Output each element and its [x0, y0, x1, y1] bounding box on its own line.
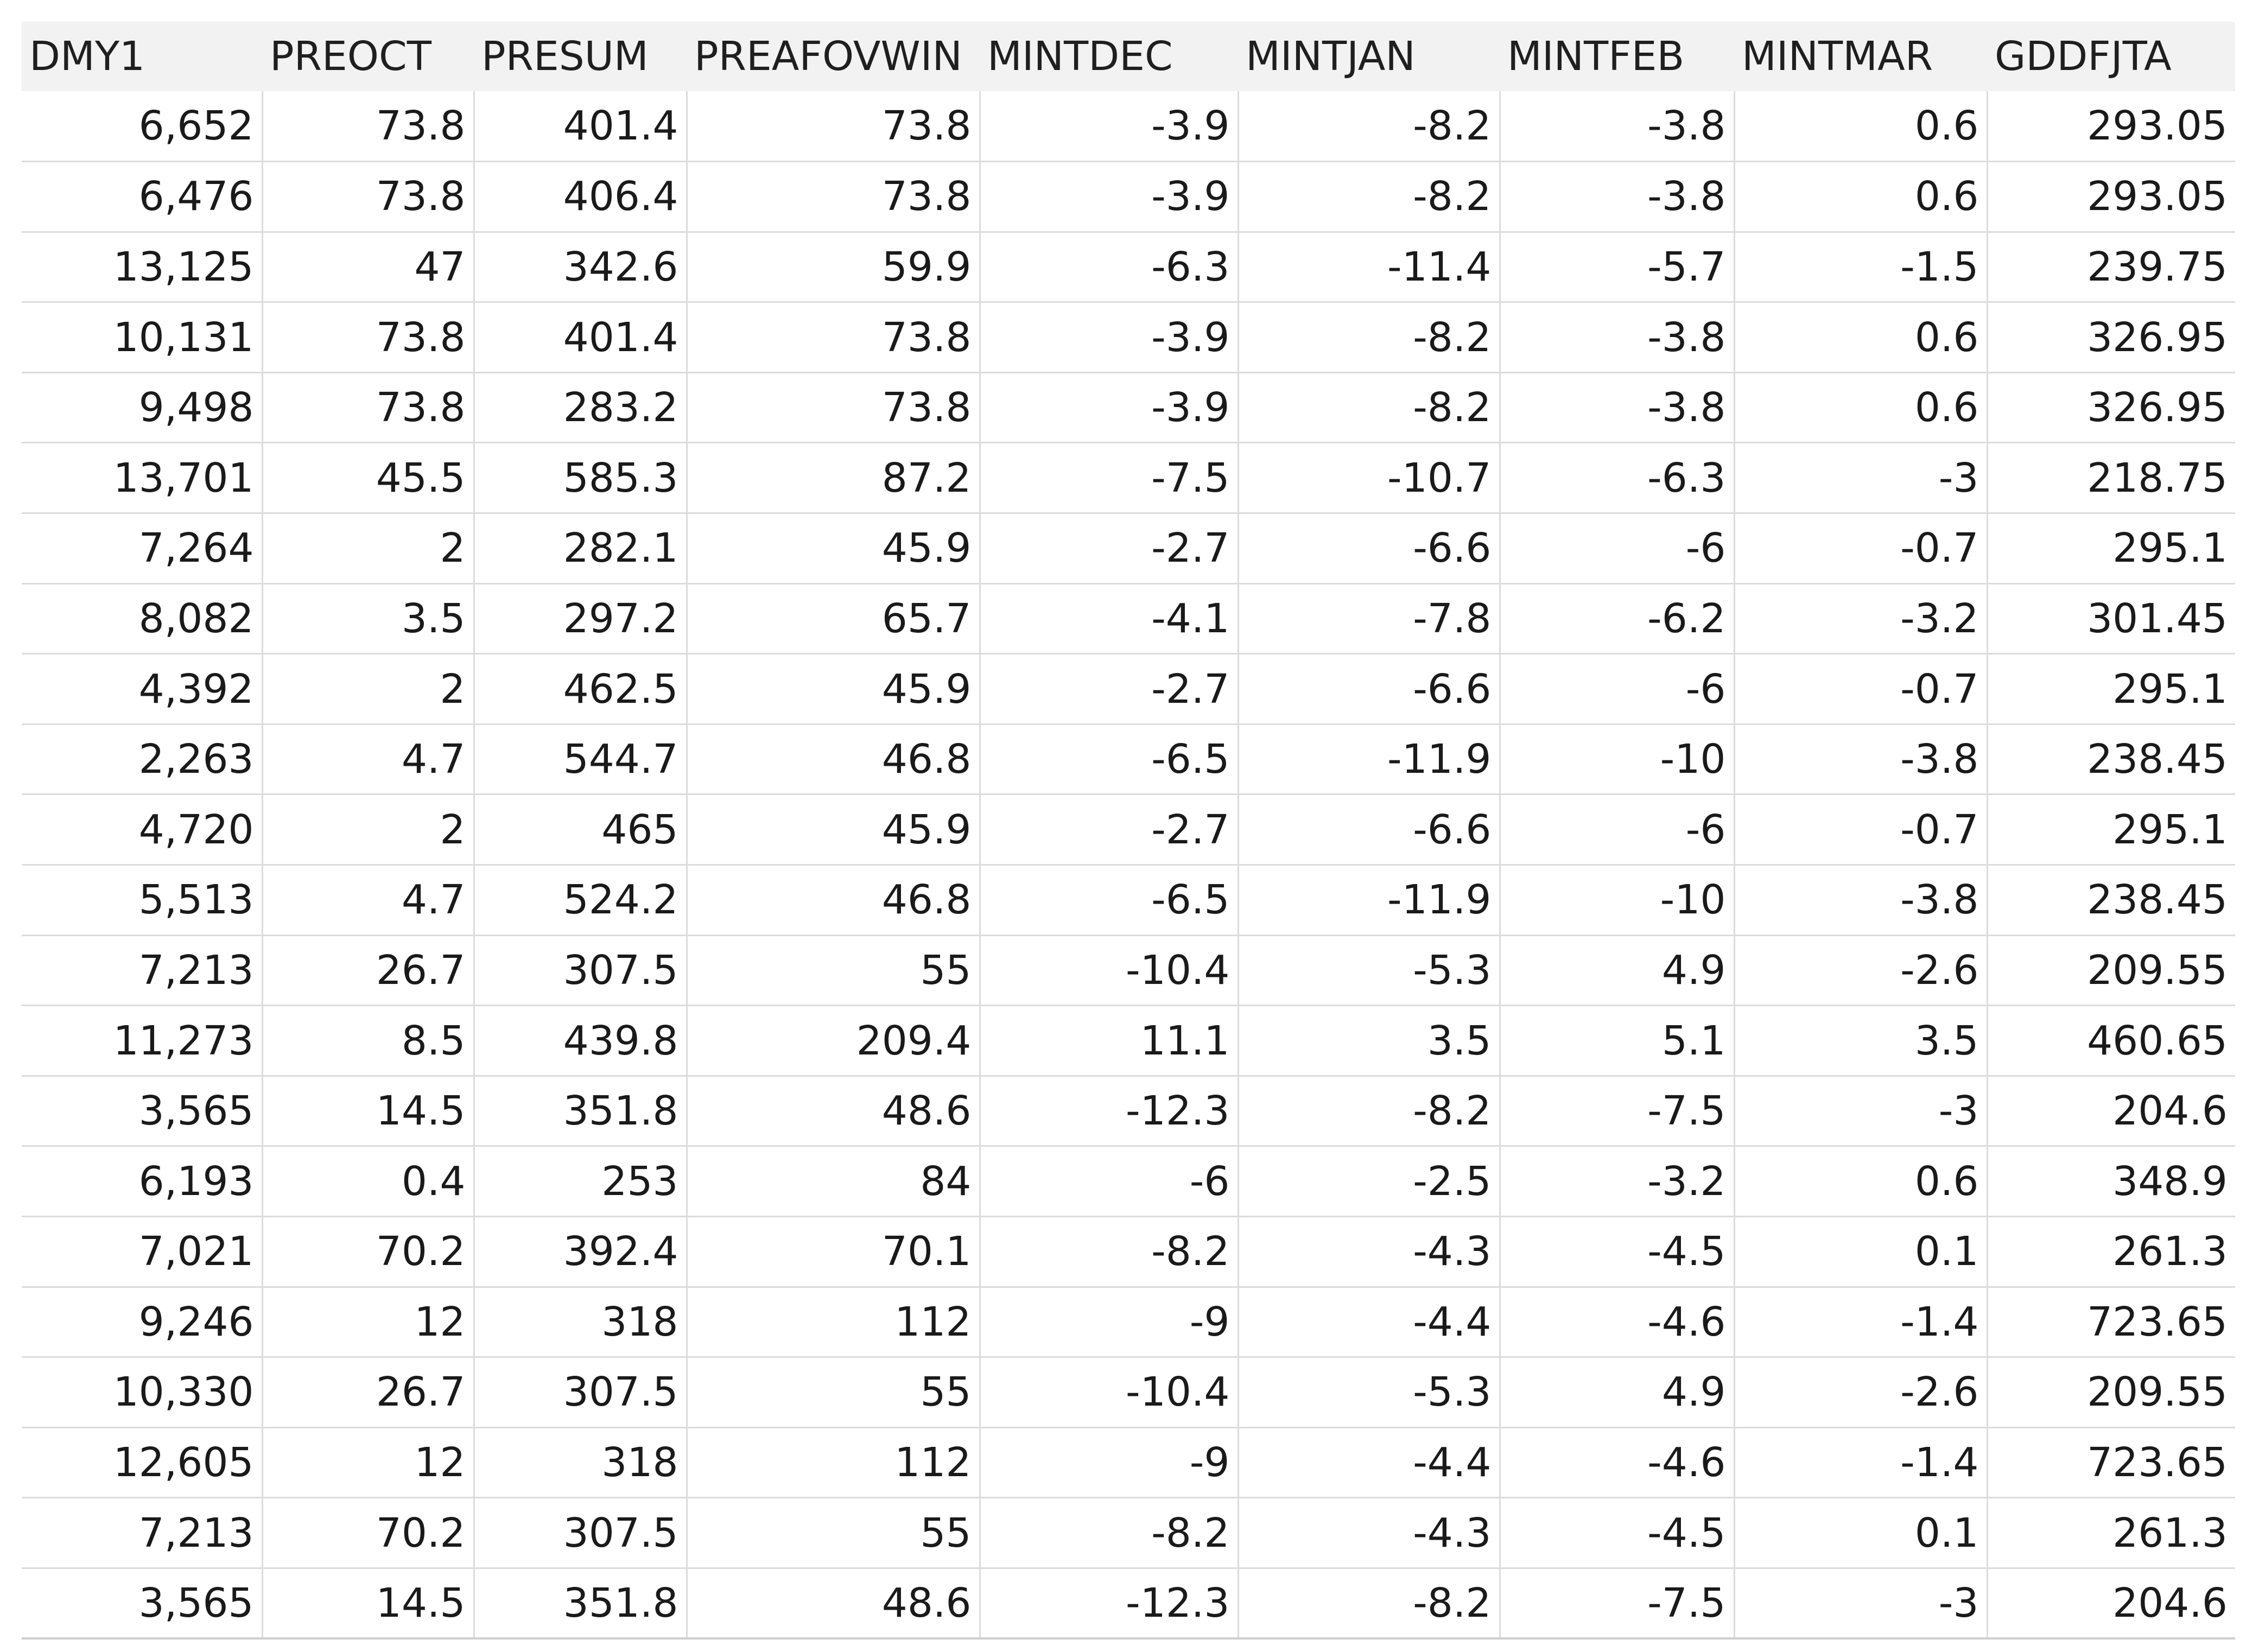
- cell-preafovwin[interactable]: 65.7: [687, 583, 980, 654]
- cell-dmy1[interactable]: 8,082: [22, 583, 262, 654]
- cell-mintmar[interactable]: -3: [1734, 443, 1987, 513]
- cell-presum[interactable]: 524.2: [474, 865, 687, 936]
- cell-mintdec[interactable]: -8.2: [980, 1498, 1238, 1568]
- cell-mintjan[interactable]: -10.7: [1238, 443, 1500, 513]
- cell-preoct[interactable]: 47: [262, 232, 474, 302]
- cell-mintfeb[interactable]: -6: [1500, 513, 1734, 584]
- cell-mintmar[interactable]: 0.1: [1734, 1217, 1987, 1287]
- table-body: [22, 91, 2235, 1638]
- table-row[interactable]: [22, 1217, 2235, 1287]
- cell-dmy1[interactable]: 13,125: [22, 232, 262, 302]
- table-row[interactable]: [22, 1498, 2235, 1568]
- cell-gddfjta[interactable]: 238.45: [1987, 724, 2235, 795]
- cell-mintmar[interactable]: -1.4: [1734, 1427, 1987, 1498]
- cell-gddfjta[interactable]: 295.1: [1987, 795, 2235, 865]
- cell-presum[interactable]: 297.2: [474, 583, 687, 654]
- cell-preafovwin[interactable]: 112: [687, 1287, 980, 1357]
- cell-mintjan[interactable]: -8.2: [1238, 1076, 1500, 1146]
- cell-presum[interactable]: 351.8: [474, 1076, 687, 1146]
- cell-gddfjta[interactable]: 326.95: [1987, 372, 2235, 443]
- cell-preafovwin[interactable]: 73.8: [687, 162, 980, 232]
- cell-mintdec[interactable]: -3.9: [980, 162, 1238, 232]
- cell-mintjan[interactable]: -6.6: [1238, 795, 1500, 865]
- cell-preafovwin[interactable]: 48.6: [687, 1076, 980, 1146]
- cell-mintdec[interactable]: -12.3: [980, 1076, 1238, 1146]
- cell-mintdec[interactable]: -2.7: [980, 513, 1238, 584]
- cell-preoct[interactable]: 73.8: [262, 162, 474, 232]
- column-header-presum[interactable]: PRESUM: [474, 22, 687, 91]
- cell-dmy1[interactable]: 11,273: [22, 1006, 262, 1076]
- cell-preoct[interactable]: 4.7: [262, 865, 474, 936]
- column-header-dmy1[interactable]: DMY1: [22, 22, 262, 91]
- column-header-mintfeb[interactable]: MINTFEB: [1500, 22, 1734, 91]
- table-row[interactable]: [22, 1006, 2235, 1076]
- cell-mintjan[interactable]: -8.2: [1238, 1568, 1500, 1638]
- cell-mintdec[interactable]: -10.4: [980, 935, 1238, 1006]
- table-row[interactable]: [22, 1287, 2235, 1357]
- cell-preoct[interactable]: 26.7: [262, 1357, 474, 1428]
- column-header-gddfjta[interactable]: GDDFJTA: [1987, 22, 2235, 91]
- cell-mintjan[interactable]: -6.6: [1238, 654, 1500, 725]
- cell-gddfjta[interactable]: 326.95: [1987, 302, 2235, 373]
- cell-preafovwin[interactable]: 70.1: [687, 1217, 980, 1287]
- cell-mintjan[interactable]: -6.6: [1238, 513, 1500, 584]
- column-header-preafovwin[interactable]: PREAFOVWIN: [687, 22, 980, 91]
- cell-mintmar[interactable]: -0.7: [1734, 654, 1987, 725]
- cell-mintjan[interactable]: -4.3: [1238, 1217, 1500, 1287]
- cell-mintfeb[interactable]: -4.6: [1500, 1427, 1734, 1498]
- cell-mintjan[interactable]: -5.3: [1238, 1357, 1500, 1428]
- cell-mintdec[interactable]: -3.9: [980, 302, 1238, 373]
- column-header-mintjan[interactable]: MINTJAN: [1238, 22, 1500, 91]
- cell-mintmar[interactable]: -0.7: [1734, 795, 1987, 865]
- table-row[interactable]: [22, 232, 2235, 302]
- cell-preafovwin[interactable]: 48.6: [687, 1568, 980, 1638]
- cell-mintmar[interactable]: -1.4: [1734, 1287, 1987, 1357]
- cell-presum[interactable]: 307.5: [474, 1498, 687, 1568]
- cell-dmy1[interactable]: 7,021: [22, 1217, 262, 1287]
- cell-mintfeb[interactable]: 5.1: [1500, 1006, 1734, 1076]
- cell-presum[interactable]: 585.3: [474, 443, 687, 513]
- column-header-preoct[interactable]: PREOCT: [262, 22, 474, 91]
- cell-dmy1[interactable]: 12,605: [22, 1427, 262, 1498]
- cell-mintfeb[interactable]: -5.7: [1500, 232, 1734, 302]
- cell-presum[interactable]: 462.5: [474, 654, 687, 725]
- cell-gddfjta[interactable]: 209.55: [1987, 1357, 2235, 1428]
- cell-dmy1[interactable]: 2,263: [22, 724, 262, 795]
- cell-mintfeb[interactable]: 4.9: [1500, 1357, 1734, 1428]
- cell-dmy1[interactable]: 6,476: [22, 162, 262, 232]
- cell-mintdec[interactable]: -6.3: [980, 232, 1238, 302]
- cell-presum[interactable]: 342.6: [474, 232, 687, 302]
- cell-gddfjta[interactable]: 261.3: [1987, 1217, 2235, 1287]
- cell-preafovwin[interactable]: 46.8: [687, 724, 980, 795]
- cell-mintdec[interactable]: -2.7: [980, 654, 1238, 725]
- cell-presum[interactable]: 401.4: [474, 91, 687, 162]
- cell-dmy1[interactable]: 7,264: [22, 513, 262, 584]
- cell-preafovwin[interactable]: 55: [687, 1498, 980, 1568]
- cell-mintjan[interactable]: -8.2: [1238, 302, 1500, 373]
- cell-mintfeb[interactable]: -6.3: [1500, 443, 1734, 513]
- cell-presum[interactable]: 401.4: [474, 302, 687, 373]
- cell-presum[interactable]: 318: [474, 1427, 687, 1498]
- cell-mintdec[interactable]: -6.5: [980, 724, 1238, 795]
- cell-gddfjta[interactable]: 238.45: [1987, 865, 2235, 936]
- cell-mintfeb[interactable]: -3.8: [1500, 162, 1734, 232]
- cell-mintdec[interactable]: -7.5: [980, 443, 1238, 513]
- table-row[interactable]: [22, 162, 2235, 232]
- cell-preoct[interactable]: 26.7: [262, 935, 474, 1006]
- cell-preafovwin[interactable]: 73.8: [687, 372, 980, 443]
- cell-gddfjta[interactable]: 293.05: [1987, 91, 2235, 162]
- header-row: [22, 22, 2235, 91]
- cell-mintjan[interactable]: -2.5: [1238, 1146, 1500, 1217]
- cell-mintjan[interactable]: -4.3: [1238, 1498, 1500, 1568]
- cell-preoct[interactable]: 45.5: [262, 443, 474, 513]
- cell-dmy1[interactable]: 4,392: [22, 654, 262, 725]
- cell-mintmar[interactable]: -3.8: [1734, 865, 1987, 936]
- cell-mintfeb[interactable]: -3.8: [1500, 91, 1734, 162]
- cell-preoct[interactable]: 12: [262, 1287, 474, 1357]
- cell-gddfjta[interactable]: 239.75: [1987, 232, 2235, 302]
- cell-mintjan[interactable]: -5.3: [1238, 935, 1500, 1006]
- cell-presum[interactable]: 406.4: [474, 162, 687, 232]
- cell-gddfjta[interactable]: 723.65: [1987, 1427, 2235, 1498]
- cell-preafovwin[interactable]: 45.9: [687, 654, 980, 725]
- cell-mintfeb[interactable]: -7.5: [1500, 1568, 1734, 1638]
- table-row[interactable]: [22, 513, 2235, 584]
- cell-preafovwin[interactable]: 209.4: [687, 1006, 980, 1076]
- cell-mintmar[interactable]: -3.8: [1734, 724, 1987, 795]
- cell-mintfeb[interactable]: -7.5: [1500, 1076, 1734, 1146]
- cell-preafovwin[interactable]: 73.8: [687, 91, 980, 162]
- cell-preoct[interactable]: 70.2: [262, 1498, 474, 1568]
- cell-mintfeb[interactable]: -3.2: [1500, 1146, 1734, 1217]
- table-row[interactable]: [22, 724, 2235, 795]
- cell-presum[interactable]: 544.7: [474, 724, 687, 795]
- cell-mintfeb[interactable]: -6.2: [1500, 583, 1734, 654]
- cell-presum[interactable]: 283.2: [474, 372, 687, 443]
- cell-mintdec[interactable]: -2.7: [980, 795, 1238, 865]
- table-row[interactable]: [22, 795, 2235, 865]
- cell-gddfjta[interactable]: 460.65: [1987, 1006, 2235, 1076]
- cell-mintmar[interactable]: 3.5: [1734, 1006, 1987, 1076]
- table-row[interactable]: [22, 654, 2235, 725]
- cell-mintdec[interactable]: -4.1: [980, 583, 1238, 654]
- cell-gddfjta[interactable]: 301.45: [1987, 583, 2235, 654]
- cell-dmy1[interactable]: 9,246: [22, 1287, 262, 1357]
- cell-preoct[interactable]: 3.5: [262, 583, 474, 654]
- table-row[interactable]: [22, 302, 2235, 373]
- table-row[interactable]: [22, 583, 2235, 654]
- cell-dmy1[interactable]: 3,565: [22, 1568, 262, 1638]
- cell-dmy1[interactable]: 6,652: [22, 91, 262, 162]
- cell-mintdec[interactable]: -10.4: [980, 1357, 1238, 1428]
- cell-mintfeb[interactable]: -4.5: [1500, 1217, 1734, 1287]
- cell-preafovwin[interactable]: 84: [687, 1146, 980, 1217]
- cell-dmy1[interactable]: 6,193: [22, 1146, 262, 1217]
- cell-preafovwin[interactable]: 45.9: [687, 513, 980, 584]
- table-row[interactable]: [22, 935, 2235, 1006]
- cell-preafovwin[interactable]: 46.8: [687, 865, 980, 936]
- cell-mintfeb[interactable]: -3.8: [1500, 372, 1734, 443]
- cell-preafovwin[interactable]: 73.8: [687, 302, 980, 373]
- cell-dmy1[interactable]: 10,131: [22, 302, 262, 373]
- cell-dmy1[interactable]: 3,565: [22, 1076, 262, 1146]
- cell-mintfeb[interactable]: -6: [1500, 795, 1734, 865]
- cell-mintdec[interactable]: -9: [980, 1427, 1238, 1498]
- table-row[interactable]: [22, 1427, 2235, 1498]
- table-row[interactable]: [22, 1357, 2235, 1428]
- cell-preoct[interactable]: 73.8: [262, 91, 474, 162]
- cell-mintmar[interactable]: -3: [1734, 1568, 1987, 1638]
- cell-gddfjta[interactable]: 293.05: [1987, 162, 2235, 232]
- cell-mintjan[interactable]: -11.9: [1238, 724, 1500, 795]
- cell-mintjan[interactable]: -7.8: [1238, 583, 1500, 654]
- cell-mintmar[interactable]: 0.6: [1734, 1146, 1987, 1217]
- cell-mintmar[interactable]: -2.6: [1734, 1357, 1987, 1428]
- cell-preoct[interactable]: 2: [262, 513, 474, 584]
- cell-preoct[interactable]: 2: [262, 654, 474, 725]
- cell-dmy1[interactable]: 4,720: [22, 795, 262, 865]
- cell-mintjan[interactable]: -11.9: [1238, 865, 1500, 936]
- cell-mintmar[interactable]: -2.6: [1734, 935, 1987, 1006]
- cell-gddfjta[interactable]: 723.65: [1987, 1287, 2235, 1357]
- cell-gddfjta[interactable]: 204.6: [1987, 1076, 2235, 1146]
- cell-gddfjta[interactable]: 218.75: [1987, 443, 2235, 513]
- cell-presum[interactable]: 307.5: [474, 1357, 687, 1428]
- cell-mintjan[interactable]: -11.4: [1238, 232, 1500, 302]
- column-header-mintmar[interactable]: MINTMAR: [1734, 22, 1987, 91]
- table-row[interactable]: [22, 372, 2235, 443]
- cell-preafovwin[interactable]: 55: [687, 1357, 980, 1428]
- cell-mintmar[interactable]: 0.6: [1734, 302, 1987, 373]
- cell-mintjan[interactable]: -8.2: [1238, 91, 1500, 162]
- cell-mintdec[interactable]: -12.3: [980, 1568, 1238, 1638]
- column-header-mintdec[interactable]: MINTDEC: [980, 22, 1238, 91]
- cell-presum[interactable]: 439.8: [474, 1006, 687, 1076]
- cell-presum[interactable]: 307.5: [474, 935, 687, 1006]
- cell-mintmar[interactable]: 0.1: [1734, 1498, 1987, 1568]
- cell-gddfjta[interactable]: 209.55: [1987, 935, 2235, 1006]
- cell-preafovwin[interactable]: 45.9: [687, 795, 980, 865]
- cell-preoct[interactable]: 0.4: [262, 1146, 474, 1217]
- cell-gddfjta[interactable]: 295.1: [1987, 654, 2235, 725]
- cell-presum[interactable]: 318: [474, 1287, 687, 1357]
- cell-mintmar[interactable]: 0.6: [1734, 91, 1987, 162]
- cell-dmy1[interactable]: 9,498: [22, 372, 262, 443]
- cell-mintfeb[interactable]: -3.8: [1500, 302, 1734, 373]
- cell-mintdec[interactable]: 11.1: [980, 1006, 1238, 1076]
- cell-preoct[interactable]: 73.8: [262, 372, 474, 443]
- cell-gddfjta[interactable]: 261.3: [1987, 1498, 2235, 1568]
- cell-preoct[interactable]: 70.2: [262, 1217, 474, 1287]
- cell-mintdec[interactable]: -6.5: [980, 865, 1238, 936]
- cell-mintjan[interactable]: -4.4: [1238, 1287, 1500, 1357]
- cell-gddfjta[interactable]: 204.6: [1987, 1568, 2235, 1638]
- cell-mintmar[interactable]: -0.7: [1734, 513, 1987, 584]
- cell-preafovwin[interactable]: 59.9: [687, 232, 980, 302]
- cell-preafovwin[interactable]: 87.2: [687, 443, 980, 513]
- cell-mintjan[interactable]: -8.2: [1238, 372, 1500, 443]
- cell-mintfeb[interactable]: -10: [1500, 724, 1734, 795]
- cell-preafovwin[interactable]: 55: [687, 935, 980, 1006]
- table-row[interactable]: [22, 91, 2235, 162]
- cell-presum[interactable]: 282.1: [474, 513, 687, 584]
- cell-presum[interactable]: 253: [474, 1146, 687, 1217]
- cell-presum[interactable]: 392.4: [474, 1217, 687, 1287]
- cell-mintfeb[interactable]: -6: [1500, 654, 1734, 725]
- cell-mintdec[interactable]: -3.9: [980, 372, 1238, 443]
- cell-mintmar[interactable]: 0.6: [1734, 162, 1987, 232]
- cell-mintjan[interactable]: -8.2: [1238, 162, 1500, 232]
- data-grid: [22, 22, 2235, 1640]
- table-row[interactable]: [22, 443, 2235, 513]
- cell-dmy1[interactable]: 7,213: [22, 935, 262, 1006]
- cell-presum[interactable]: 465: [474, 795, 687, 865]
- table-row[interactable]: [22, 1568, 2235, 1638]
- cell-dmy1[interactable]: 7,213: [22, 1498, 262, 1568]
- cell-mintmar[interactable]: -1.5: [1734, 232, 1987, 302]
- cell-mintjan[interactable]: -4.4: [1238, 1427, 1500, 1498]
- cell-mintfeb[interactable]: 4.9: [1500, 935, 1734, 1006]
- cell-preoct[interactable]: 14.5: [262, 1076, 474, 1146]
- cell-mintdec[interactable]: -8.2: [980, 1217, 1238, 1287]
- cell-mintdec[interactable]: -6: [980, 1146, 1238, 1217]
- cell-mintjan[interactable]: 3.5: [1238, 1006, 1500, 1076]
- cell-mintmar[interactable]: -3: [1734, 1076, 1987, 1146]
- cell-preafovwin[interactable]: 112: [687, 1427, 980, 1498]
- table-row[interactable]: [22, 865, 2235, 936]
- cell-mintdec[interactable]: -3.9: [980, 91, 1238, 162]
- cell-preoct[interactable]: 73.8: [262, 302, 474, 373]
- cell-mintfeb[interactable]: -4.5: [1500, 1498, 1734, 1568]
- table-row[interactable]: [22, 1076, 2235, 1146]
- cell-mintfeb[interactable]: -4.6: [1500, 1287, 1734, 1357]
- cell-mintfeb[interactable]: -10: [1500, 865, 1734, 936]
- cell-mintmar[interactable]: 0.6: [1734, 372, 1987, 443]
- cell-gddfjta[interactable]: 348.9: [1987, 1146, 2235, 1217]
- cell-dmy1[interactable]: 13,701: [22, 443, 262, 513]
- cell-preoct[interactable]: 14.5: [262, 1568, 474, 1638]
- cell-dmy1[interactable]: 10,330: [22, 1357, 262, 1428]
- cell-mintmar[interactable]: -3.2: [1734, 583, 1987, 654]
- cell-gddfjta[interactable]: 295.1: [1987, 513, 2235, 584]
- cell-preoct[interactable]: 2: [262, 795, 474, 865]
- table-row[interactable]: [22, 1146, 2235, 1217]
- cell-dmy1[interactable]: 5,513: [22, 865, 262, 936]
- cell-preoct[interactable]: 12: [262, 1427, 474, 1498]
- cell-presum[interactable]: 351.8: [474, 1568, 687, 1638]
- cell-preoct[interactable]: 4.7: [262, 724, 474, 795]
- cell-mintdec[interactable]: -9: [980, 1287, 1238, 1357]
- cell-preoct[interactable]: 8.5: [262, 1006, 474, 1076]
